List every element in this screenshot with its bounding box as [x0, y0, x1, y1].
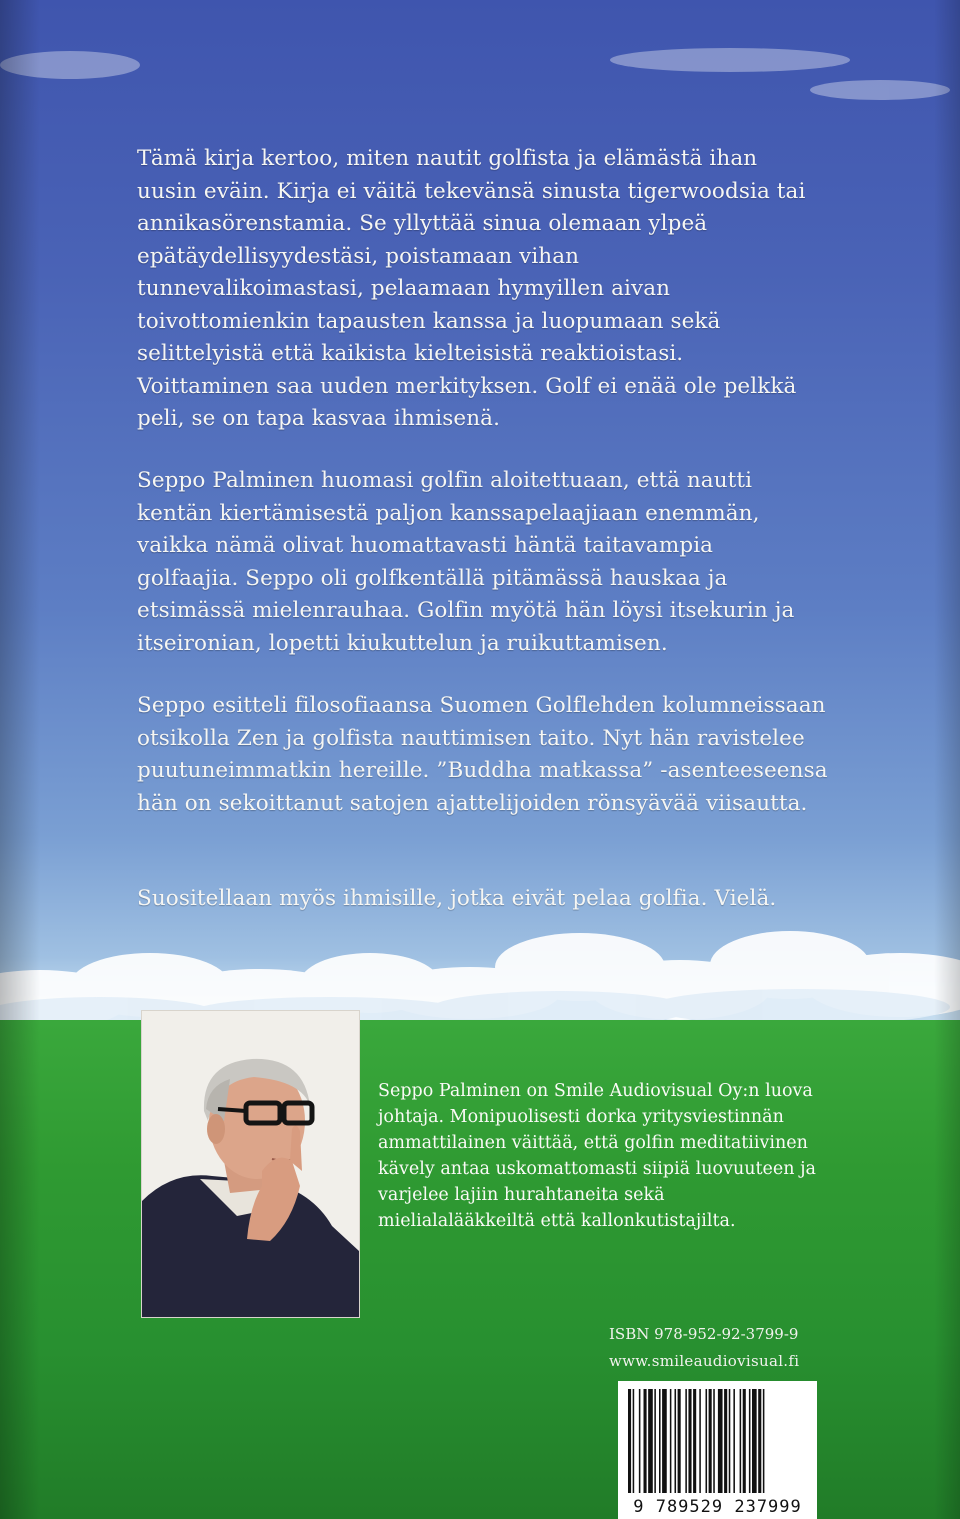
barcode-bar [678, 1389, 681, 1493]
barcode-bar [740, 1389, 742, 1493]
barcode-bar [628, 1389, 631, 1493]
barcode-bar [718, 1389, 723, 1493]
barcode-bar [758, 1389, 761, 1493]
barcode-bar [670, 1389, 672, 1493]
barcode-bar [706, 1389, 708, 1493]
barcode-bar [693, 1389, 696, 1493]
barcode-bar [688, 1389, 691, 1493]
barcode-bars [618, 1381, 817, 1499]
barcode-bar [675, 1389, 677, 1493]
publisher-website: www.smileaudiovisual.fi [609, 1352, 800, 1370]
barcode-bar [733, 1389, 735, 1493]
sky-wisps [0, 20, 960, 140]
barcode-bar [752, 1389, 757, 1493]
barcode-bar [713, 1389, 715, 1493]
barcode-bar [709, 1389, 712, 1493]
author-bio: Seppo Palminen on Smile Audiovisual Oy:n luova johtaja. Monipuolisesti dorka yritysviestinnän ammattilainen väittää, että golfin meditatiivinen kävely antaa uskomattomasti siipiä luovuuteen ja varjelee lajiin hurahtaneita sekä mielialalääkkeiltä että kallonkutistajilta. [378, 1081, 816, 1231]
barcode-bar [662, 1389, 667, 1493]
blurb-paragraph-2: Seppo Palminen huomasi golfin aloitettuaan, että nautti kentän kiertämisestä paljon kanssapelaajiaan enemmän, vaikka nämä olivat huomattavasti häntä taitavampia golfaajia. Seppo oli golfkentällä pitämässä hauskaa ja etsimässä mielenrauhaa. Golfin myötä hän löysi itsekurin ja itseironian, lopetti kiukuttelun ja ruikuttamisen. [137, 468, 795, 656]
blurb-paragraph-4: Suositellaan myös ihmisille, jotka eivät pelaa golfia. Vielä. [137, 886, 777, 911]
barcode-bar [729, 1389, 731, 1493]
spine-shadow [0, 0, 40, 1519]
barcode-bar [648, 1389, 653, 1493]
blurb-paragraph-3: Seppo esitteli filosofiaansa Suomen Golflehden kolumneissaan otsikolla Zen ja golfista nauttimisen taito. Nyt hän ravistelee puutuneimmatkin hereille. ”Buddha matkassa” -asenteeseensa hän on sekoittanut satojen ajattelijoiden rönsyävää viisautta. [137, 693, 828, 816]
blurb-paragraph-1: Tämä kirja kertoo, miten nautit golfista ja elämästä ihan uusin eväin. Kirja ei väitä tekevänsä sinusta tigerwoodsia tai annikasörenstamia. Se yllyttää sinua olemaan ylpeä epätäydellisyydestäsi, poistamaan vihan tunnevalikoimastasi, pelaamaan hymyillen aivan toivottomienkin tapausten kanssa ja luopumaan sekä selittelyistä että kaikista kielteisistä reaktioistasi. Voittaminen saa uuden merkityksen. Golf ei enää ole pelkkä peli, se on tapa kasvaa ihmisenä. [137, 146, 806, 431]
barcode-bar [633, 1389, 635, 1493]
author-portrait-illustration [142, 1011, 359, 1317]
barcode-bar [749, 1389, 751, 1493]
author-photo [141, 1010, 360, 1318]
edge-shadow [934, 0, 960, 1519]
barcode-bar [639, 1389, 641, 1493]
barcode-bar [743, 1389, 746, 1493]
barcode-bar [699, 1389, 701, 1493]
barcode-bar [654, 1389, 656, 1493]
barcode-bar [659, 1389, 661, 1493]
isbn-text: ISBN 978-952-92-3799-9 [609, 1325, 799, 1343]
barcode [618, 1381, 817, 1519]
barcode-bar [763, 1389, 765, 1493]
barcode-digits: 9 789529 237999 [618, 1497, 817, 1517]
barcode-bar [644, 1389, 647, 1493]
barcode-bar [685, 1389, 687, 1493]
barcode-bar [724, 1389, 727, 1493]
